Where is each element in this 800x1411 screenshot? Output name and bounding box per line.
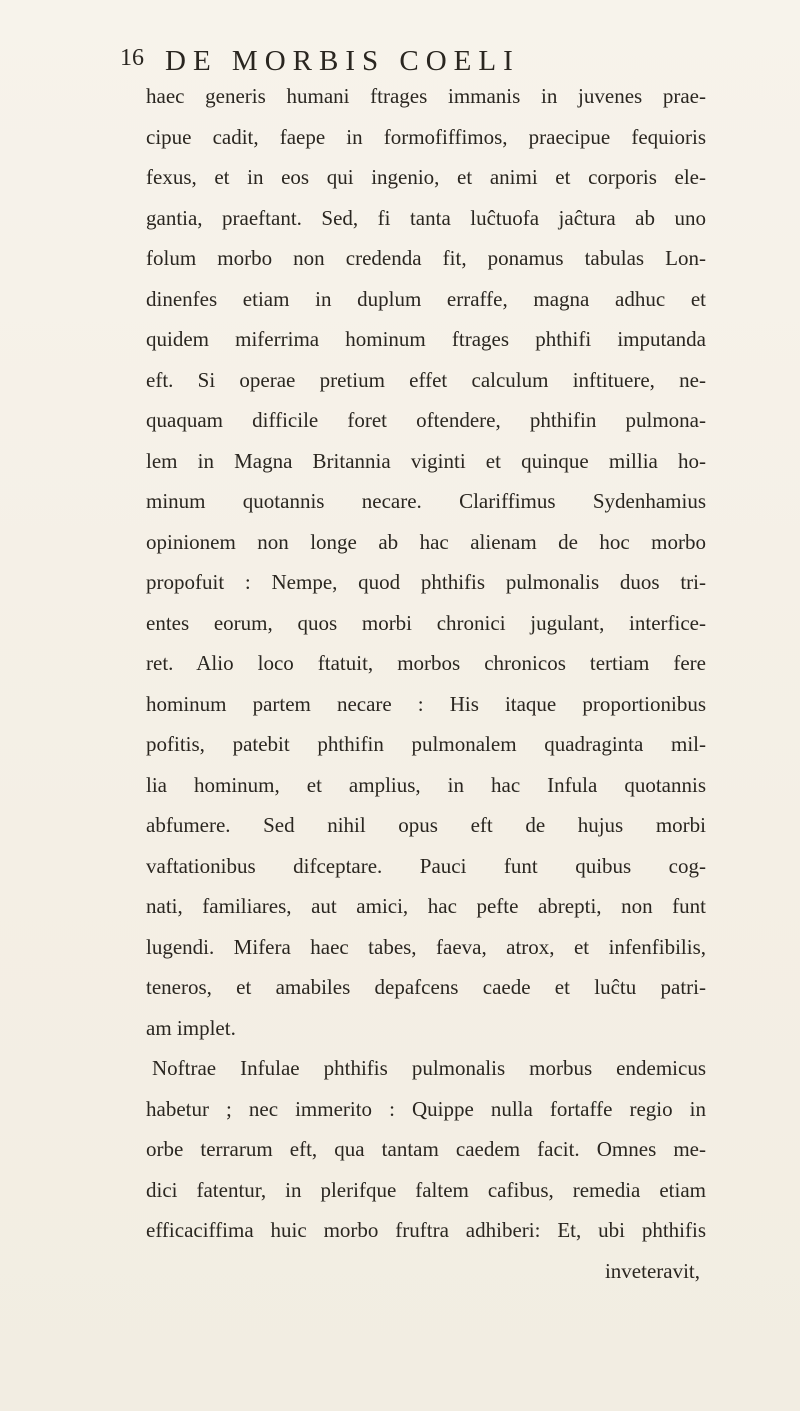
text-line: opinionem non longe ab hac alienam de hoc morbo [146,529,706,554]
text-line: gantia, praeftant. Sed, fi tanta luĉtuofa jaĉtura ab uno [146,205,706,230]
text-line: habetur ; nec immerito : Quippe nulla fortaffe regio in [146,1096,706,1121]
text-line: dici fatentur, in plerifque faltem cafibus, remedia etiam [146,1177,706,1202]
text-line: ret. Alio loco ftatuit, morbos chronicos tertiam fere [146,651,706,675]
text-line: pofitis, patebit phthifin pulmonalem quadraginta mil- [146,732,706,756]
running-title: DE MORBIS COELI [165,45,520,77]
text-line: am implet. [146,1015,236,1040]
text-line: abfumere. Sed nihil opus eft de hujus morbi [146,813,706,837]
text-line: eft. Si operae pretium effet calculum inftituere, ne- [146,367,706,392]
text-line: minum quotannis necare. Clariffimus Sydenhamius [146,489,706,513]
body-text [146,76,706,1291]
text-line: cipue cadit, faepe in formofiffimos, praecipue fequioris [146,124,706,149]
text-line: teneros, et amabiles depafcens caede et luĉtu patri- [146,975,706,999]
text-line: fexus, et in eos qui ingenio, et animi et corporis ele- [146,165,706,189]
text-line: quidem miferrima hominum ftrages phthifi imputanda [146,327,706,351]
text-line: orbe terrarum eft, qua tantam caedem facit. Omnes me- [146,1137,706,1161]
text-line: lem in Magna Britannia viginti et quinque millia ho- [146,448,706,473]
text-line: propofuit : Nempe, quod phthifis pulmonalis duos tri- [146,570,706,594]
text-line: folum morbo non credenda fit, ponamus tabulas Lon- [146,246,706,270]
text-line: efficaciffima huic morbo fruftra adhiberi: Et, ubi phthifis [146,1218,706,1242]
text-line: quaquam difficile foret oftendere, phthifin pulmona- [146,408,706,432]
text-line: nati, familiares, aut amici, hac pefte abrepti, non funt [146,894,706,918]
text-line: lugendi. Mifera haec tabes, faeva, atrox, et infenfibilis, [146,934,706,959]
text-line: lia hominum, et amplius, in hac Infula quotannis [146,772,706,797]
text-line: vaftationibus difceptare. Pauci funt quibus cog- [146,853,706,878]
text-line: hominum partem necare : His itaque proportionibus [146,691,706,716]
page-number: 16 [120,45,144,71]
text-line: entes eorum, quos morbi chronici jugulant, interfice- [146,610,706,635]
catchword: inveteravit, [604,1258,700,1283]
text-line: Noftrae Infulae phthifis pulmonalis morbus endemicus [152,1056,706,1080]
text-line: haec generis humani ftrages immanis in juvenes prae- [146,84,706,108]
text-line: dinenfes etiam in duplum erraffe, magna adhuc et [146,286,706,311]
